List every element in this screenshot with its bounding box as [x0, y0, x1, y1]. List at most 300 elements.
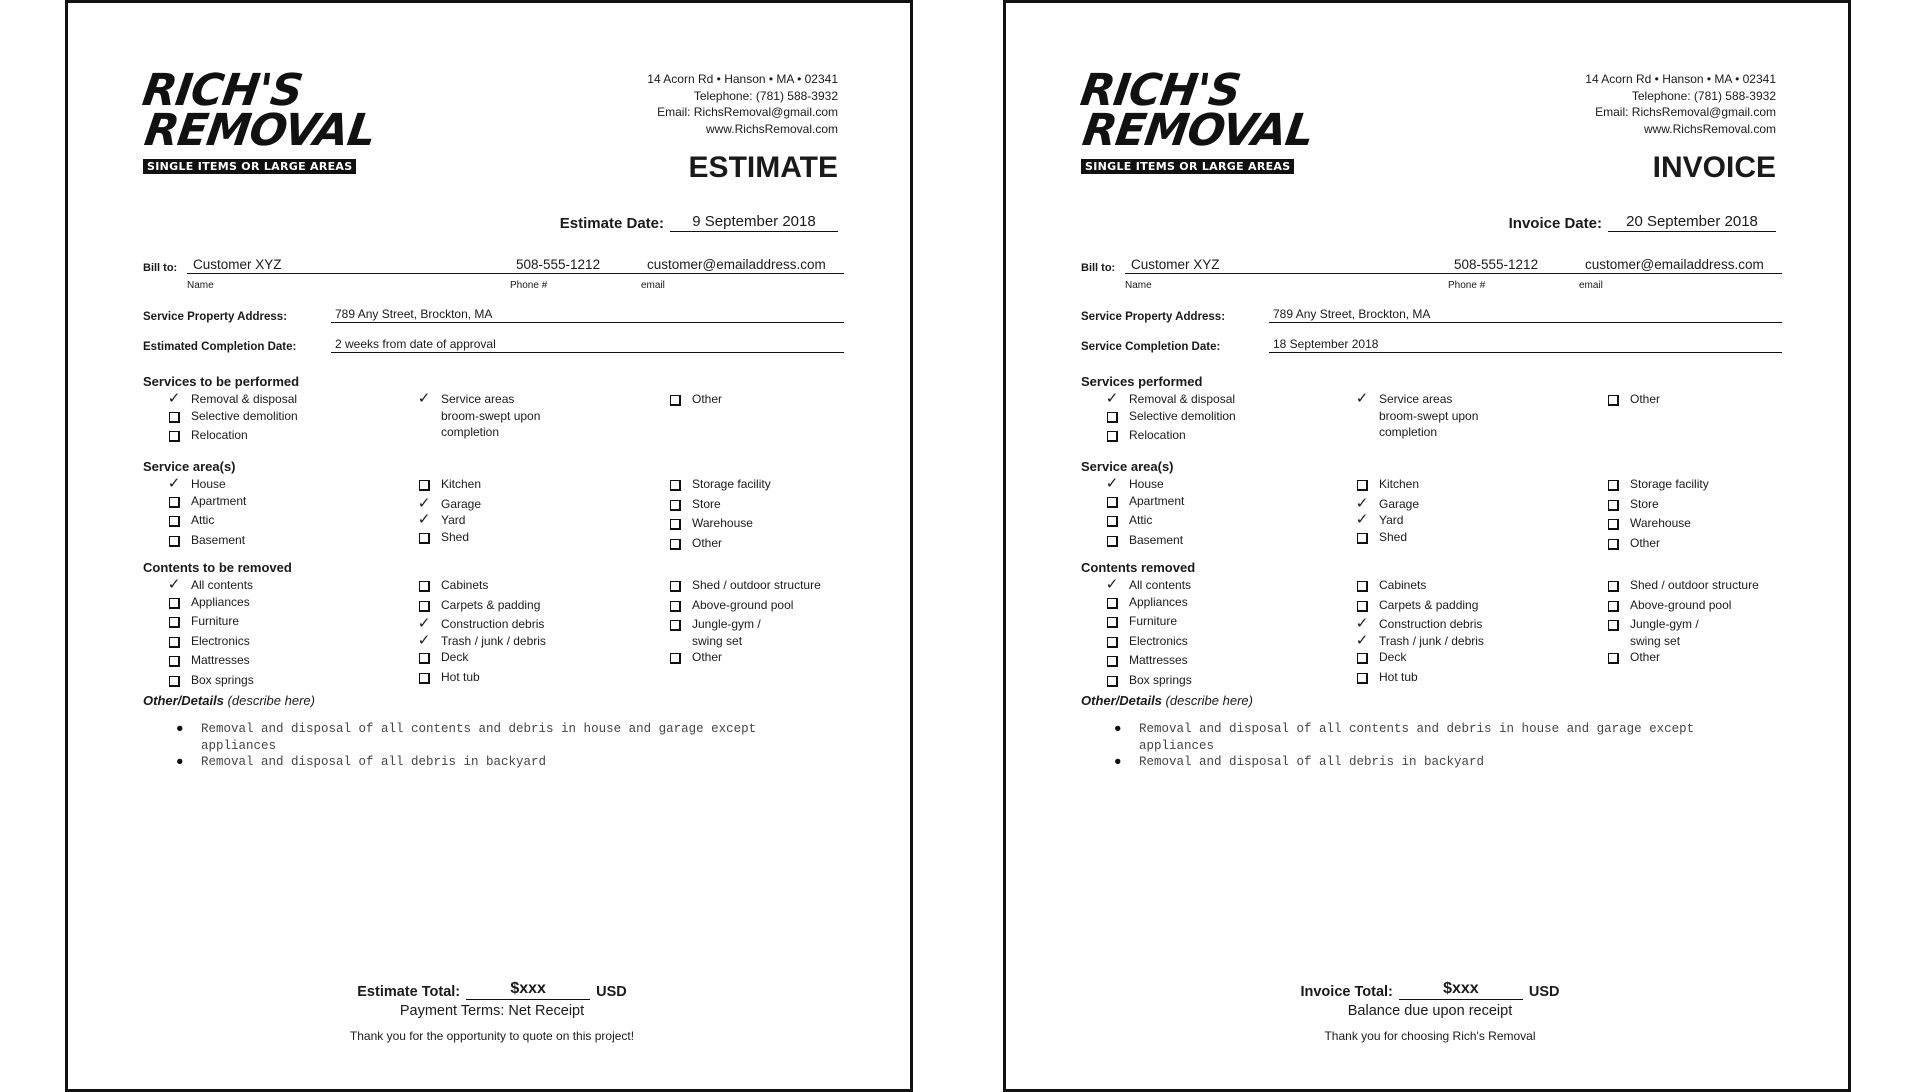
services-item[interactable] [163, 427, 298, 447]
checkbox-icon [163, 652, 185, 672]
company-website: www.RichsRemoval.com [705, 121, 838, 136]
checkbox-icon [1602, 616, 1624, 636]
contents-item-label: Jungle-gym / swing set [1630, 617, 1699, 648]
areas-item[interactable] [1351, 496, 1419, 513]
contents-item[interactable] [163, 672, 254, 692]
areas-item-label: House [1129, 477, 1164, 491]
document-title: INVOICE [1652, 151, 1776, 184]
checkmark-icon: ✓ [417, 631, 431, 649]
areas-item-label: Other [1630, 535, 1661, 550]
checkbox-icon [1351, 669, 1373, 689]
details-hint: (describe here) [1165, 693, 1253, 708]
contents-item-label: Cabinets [1379, 578, 1427, 592]
checkbox-icon [413, 476, 435, 496]
contents-item[interactable] [413, 633, 546, 650]
services-item-label: Service areas broom-swept upon completion [441, 392, 541, 439]
bill-to-block [143, 257, 844, 291]
checkbox-icon [163, 408, 185, 428]
areas-item[interactable] [664, 496, 771, 516]
checkbox-icon [1351, 597, 1373, 617]
services-item-label: Selective demolition [191, 408, 298, 423]
document-title: ESTIMATE [688, 151, 838, 184]
thank-you-note: Thank you for choosing Rich's Removal [1324, 1029, 1536, 1043]
checkbox-icon [1351, 476, 1373, 496]
areas-item[interactable] [1351, 476, 1419, 496]
areas-item[interactable] [163, 476, 246, 493]
contents-item[interactable] [1351, 649, 1484, 669]
services-column [1101, 391, 1236, 447]
company-address: 14 Acorn Rd • Hanson • MA • 02341 [647, 72, 838, 86]
completion-date-label: Estimated Completion Date: [143, 341, 297, 353]
checkbox-icon [1351, 529, 1373, 549]
contents-item[interactable] [664, 649, 821, 669]
contents-item[interactable] [1351, 633, 1484, 650]
areas-item-label: Storage facility [1630, 477, 1709, 491]
checkbox-icon [163, 613, 185, 633]
contents-item-label: Hot tub [1379, 669, 1418, 684]
contents-item[interactable] [163, 594, 254, 614]
company-address: 14 Acorn Rd • Hanson • MA • 02341 [1585, 72, 1776, 86]
areas-item[interactable] [664, 476, 771, 496]
areas-item-label: Attic [1129, 513, 1153, 527]
checkmark-icon: ✓ [417, 390, 431, 407]
note-text: Removal and disposal of all contents and debris in house and garage except appliances [1139, 722, 1695, 753]
areas-item-label: House [191, 477, 226, 491]
checkbox-icon [413, 529, 435, 549]
checkbox-icon [1602, 649, 1624, 669]
checkbox-icon [413, 577, 435, 597]
contents-item-label: Deck [441, 650, 469, 664]
logo-line-2: REMOVAL [141, 105, 379, 156]
customer-phone: 508-555-1212 [516, 257, 601, 272]
checkmark-icon: ✓ [1355, 615, 1369, 632]
contents-item[interactable] [664, 577, 821, 597]
estimate-document [65, 0, 913, 1092]
payment-terms: Payment Terms: Net Receipt [399, 1003, 585, 1019]
checkmark-icon: ✓ [1355, 390, 1369, 407]
areas-item-label: Kitchen [1379, 477, 1420, 491]
services-item[interactable] [1101, 427, 1236, 447]
checkbox-icon [163, 532, 185, 552]
areas-item[interactable] [413, 476, 481, 496]
areas-item-label: Storage facility [692, 477, 771, 491]
areas-item-label: Basement [191, 532, 246, 547]
services-item[interactable] [1602, 391, 1660, 411]
services-item-label: Removal & disposal [1129, 392, 1236, 406]
contents-column [1101, 577, 1192, 691]
services-item-label: Service areas broom-swept upon completion [1379, 392, 1479, 439]
email-caption: email [1579, 280, 1603, 291]
customer-name: Customer XYZ [1131, 257, 1220, 272]
checkbox-icon [163, 633, 185, 653]
contents-item[interactable] [1602, 649, 1759, 669]
contents-item[interactable] [1602, 577, 1759, 597]
date-field [560, 213, 838, 232]
services-item[interactable] [163, 391, 298, 408]
areas-item[interactable] [413, 512, 481, 529]
checkbox-icon [1351, 577, 1373, 597]
contents-item[interactable] [413, 597, 546, 617]
services-item-label: Selective demolition [1129, 408, 1236, 423]
checkbox-icon [1602, 577, 1624, 597]
details-label: Other/Details [143, 693, 224, 708]
checkbox-icon [664, 476, 686, 496]
areas-item[interactable] [1602, 535, 1709, 555]
currency: USD [1528, 984, 1560, 1000]
services-item-label: Removal & disposal [191, 392, 298, 406]
contents-item-label: Construction debris [1379, 617, 1483, 631]
areas-item-label: Warehouse [1630, 516, 1691, 530]
services-item[interactable] [1101, 391, 1236, 408]
contents-item-label: Construction debris [441, 617, 545, 631]
areas-item-label: Yard [441, 513, 466, 527]
areas-item[interactable] [413, 529, 481, 549]
phone-caption: Phone # [510, 280, 548, 291]
total-row [1006, 980, 1854, 1000]
company-telephone: Telephone: (781) 588-3932 [1631, 88, 1776, 103]
contents-item-label: Appliances [1129, 594, 1188, 609]
contents-item-label: All contents [191, 578, 254, 592]
contents-item-label: Shed / outdoor structure [1630, 578, 1759, 592]
email-caption: email [641, 280, 665, 291]
contents-item-label: Other [1630, 650, 1661, 664]
areas-item[interactable] [1602, 496, 1709, 516]
service-address-value: 789 Any Street, Brockton, MA [331, 307, 844, 323]
areas-item-label: Garage [1379, 496, 1420, 511]
contents-item[interactable] [413, 649, 546, 669]
service-address-label: Service Property Address: [1081, 311, 1226, 323]
note-item: ● Removal and disposal of all contents and debris in house and garage except appliances [176, 721, 816, 754]
checkbox-icon [413, 669, 435, 689]
contents-item-label: Electronics [191, 633, 250, 648]
date-value: 9 September 2018 [670, 213, 838, 232]
logo-line-2: REMOVAL [1079, 105, 1317, 156]
service-address-field [1081, 307, 1782, 323]
company-website: www.RichsRemoval.com [1643, 121, 1776, 136]
bill-to-label: Bill to: [143, 262, 178, 274]
contents-column [413, 577, 546, 688]
services-heading: Services performed [1081, 374, 1203, 389]
checkmark-icon: ✓ [1355, 511, 1369, 528]
details-heading [1081, 693, 1253, 708]
contents-item[interactable] [664, 616, 821, 649]
checkbox-icon [664, 597, 686, 617]
areas-item[interactable] [1351, 529, 1419, 549]
contents-item[interactable] [1101, 652, 1192, 672]
total-label: Estimate Total: [357, 984, 461, 1000]
note-text: Removal and disposal of all debris in backyard [1139, 755, 1485, 769]
contents-item-label: Mattresses [1129, 653, 1188, 667]
contents-item-label: Hot tub [441, 669, 480, 684]
services-column [664, 391, 722, 411]
areas-item[interactable] [1602, 476, 1709, 496]
date-label: Estimate Date: [559, 215, 664, 232]
contents-item-label: Box springs [1129, 672, 1192, 687]
date-label: Invoice Date: [1508, 215, 1602, 232]
name-caption: Name [1125, 280, 1152, 291]
logo-tagline: SINGLE ITEMS OR LARGE AREAS [1081, 159, 1294, 174]
note-item: ● Removal and disposal of all debris in backyard [176, 755, 547, 769]
checkbox-icon [664, 496, 686, 516]
contents-item[interactable] [1602, 597, 1759, 617]
areas-item-label: Shed [441, 529, 470, 544]
details-notes [176, 721, 816, 771]
completion-date-field [143, 337, 844, 353]
contents-heading: Contents to be removed [143, 560, 292, 575]
checkmark-icon: ✓ [167, 475, 181, 492]
checkbox-icon [664, 391, 686, 411]
checkbox-icon [1101, 493, 1123, 513]
checkbox-icon [1101, 652, 1123, 672]
completion-date-label: Service Completion Date: [1081, 341, 1221, 353]
contents-column [1602, 577, 1759, 669]
checkmark-icon: ✓ [1105, 390, 1119, 407]
checkbox-icon [163, 512, 185, 532]
areas-item-label: Attic [191, 513, 215, 527]
areas-column [1101, 476, 1184, 551]
checkmark-icon: ✓ [417, 494, 431, 512]
areas-column [1602, 476, 1709, 554]
checkbox-icon [413, 597, 435, 617]
areas-item[interactable] [413, 496, 481, 513]
company-telephone: Telephone: (781) 588-3932 [693, 88, 838, 103]
areas-item-label: Apartment [191, 493, 247, 508]
contents-item-label: Electronics [1129, 633, 1188, 648]
services-item-label: Relocation [191, 428, 248, 442]
services-item[interactable] [1351, 391, 1478, 441]
completion-date-value: 18 September 2018 [1269, 337, 1782, 353]
contents-item[interactable] [1351, 616, 1484, 633]
checkbox-icon [163, 594, 185, 614]
checkbox-icon [1602, 391, 1624, 411]
areas-item[interactable] [1101, 532, 1184, 552]
checkbox-icon [1602, 515, 1624, 535]
name-caption: Name [187, 280, 214, 291]
completion-date-field [1081, 337, 1782, 353]
contents-item[interactable] [1101, 594, 1192, 614]
services-item-label: Relocation [1129, 428, 1186, 442]
areas-item[interactable] [1101, 512, 1184, 532]
completion-date-value: 2 weeks from date of approval [331, 337, 844, 353]
areas-item-label: Garage [441, 496, 482, 511]
checkmark-icon: ✓ [1105, 475, 1119, 492]
company-email: Email: RichsRemoval@gmail.com [657, 105, 838, 119]
checkbox-icon [1101, 427, 1123, 447]
contents-item-label: Deck [1379, 650, 1407, 664]
contents-column [1351, 577, 1484, 688]
contents-item-label: Above-ground pool [692, 597, 794, 612]
contents-item[interactable] [1351, 577, 1484, 597]
services-item-label: Other [1630, 392, 1661, 406]
customer-name: Customer XYZ [193, 257, 282, 272]
areas-item-label: Store [692, 496, 721, 511]
checkbox-icon [1101, 408, 1123, 428]
areas-item-label: Apartment [1129, 493, 1185, 508]
services-item-label: Other [692, 392, 723, 406]
areas-item[interactable] [163, 493, 246, 513]
contents-item[interactable] [1351, 597, 1484, 617]
contents-item-label: Jungle-gym / swing set [692, 617, 761, 648]
date-field [1509, 213, 1776, 232]
contents-item-label: Furniture [1129, 614, 1178, 628]
areas-item[interactable] [163, 512, 246, 532]
checkbox-icon [664, 616, 686, 636]
checkbox-icon [664, 577, 686, 597]
total-row [68, 980, 916, 1000]
checkbox-icon [413, 649, 435, 669]
areas-heading: Service area(s) [1081, 459, 1174, 474]
contents-item[interactable] [1101, 613, 1192, 633]
service-address-field [143, 307, 844, 323]
checkbox-icon [1101, 512, 1123, 532]
checkbox-icon [1351, 649, 1373, 669]
details-hint: (describe here) [227, 693, 315, 708]
details-heading [143, 693, 315, 708]
phone-caption: Phone # [1448, 280, 1486, 291]
company-email: Email: RichsRemoval@gmail.com [1595, 105, 1776, 119]
checkmark-icon: ✓ [1355, 631, 1369, 649]
services-item[interactable] [413, 391, 540, 441]
services-item[interactable] [163, 408, 298, 428]
checkbox-icon [664, 515, 686, 535]
checkbox-icon [1602, 535, 1624, 555]
contents-heading: Contents removed [1081, 560, 1196, 575]
areas-item[interactable] [1101, 493, 1184, 513]
details-label: Other/Details [1081, 693, 1162, 708]
areas-item-label: Shed [1379, 529, 1408, 544]
contents-item-label: All contents [1129, 578, 1192, 592]
contents-item-label: Mattresses [191, 653, 250, 667]
services-column [1351, 391, 1478, 441]
logo-line-1: RICH'S [1077, 65, 1244, 116]
areas-item[interactable] [1602, 515, 1709, 535]
contents-item-label: Appliances [191, 594, 250, 609]
bill-to-label: Bill to: [1081, 262, 1116, 274]
thank-you-note: Thank you for the opportunity to quote on this project! [349, 1029, 635, 1043]
contents-item[interactable] [1351, 669, 1484, 689]
checkbox-icon [163, 427, 185, 447]
checkbox-icon [664, 649, 686, 669]
checkmark-icon: ✓ [167, 576, 181, 593]
bill-to-block [1081, 257, 1782, 291]
contents-item[interactable] [1101, 633, 1192, 653]
customer-email: customer@emailaddress.com [647, 257, 826, 272]
note-text: Removal and disposal of all contents and debris in house and garage except appliances [201, 722, 757, 753]
contents-item[interactable] [163, 652, 254, 672]
areas-item[interactable] [664, 535, 771, 555]
checkbox-icon [1101, 613, 1123, 633]
customer-email: customer@emailaddress.com [1585, 257, 1764, 272]
contents-item[interactable] [163, 633, 254, 653]
payment-terms: Balance due upon receipt [1347, 1003, 1513, 1019]
contents-item-label: Carpets & padding [1379, 597, 1479, 612]
services-item[interactable] [1101, 408, 1236, 428]
contents-item-label: Trash / junk / debris [1379, 633, 1484, 648]
areas-column [163, 476, 246, 551]
contents-item[interactable] [1101, 577, 1192, 594]
total-value: $xxx [1399, 980, 1523, 1000]
company-contact [1585, 71, 1776, 137]
contents-item-label: Above-ground pool [1630, 597, 1732, 612]
areas-column [664, 476, 771, 554]
services-column [413, 391, 540, 441]
total-value: $xxx [466, 980, 590, 1000]
invoice-document [1003, 0, 1851, 1092]
service-address-label: Service Property Address: [143, 311, 288, 323]
services-column [163, 391, 298, 447]
details-notes [1114, 721, 1754, 771]
note-item: ● Removal and disposal of all debris in backyard [1114, 755, 1485, 769]
contents-item[interactable] [163, 577, 254, 594]
areas-item-label: Kitchen [441, 477, 482, 491]
areas-item-label: Yard [1379, 513, 1404, 527]
contents-item[interactable] [163, 613, 254, 633]
areas-item-label: Warehouse [692, 516, 753, 530]
checkbox-icon [664, 535, 686, 555]
contents-item-label: Trash / junk / debris [441, 633, 546, 648]
service-address-value: 789 Any Street, Brockton, MA [1269, 307, 1782, 323]
contents-item[interactable] [664, 597, 821, 617]
checkbox-icon [1101, 672, 1123, 692]
areas-item-label: Basement [1129, 532, 1184, 547]
contents-item-label: Carpets & padding [441, 597, 541, 612]
contents-item-label: Box springs [191, 672, 254, 687]
contents-item[interactable] [1101, 672, 1192, 692]
areas-item-label: Other [692, 535, 723, 550]
company-contact [647, 71, 838, 137]
areas-item[interactable] [1101, 476, 1184, 493]
contents-column [163, 577, 254, 691]
contents-item-label: Other [692, 650, 723, 664]
contents-item-label: Shed / outdoor structure [692, 578, 821, 592]
checkbox-icon [1602, 597, 1624, 617]
services-item[interactable] [664, 391, 722, 411]
contents-item[interactable] [1602, 616, 1759, 649]
company-logo [1077, 65, 1331, 175]
checkbox-icon [1101, 594, 1123, 614]
contents-item-label: Furniture [191, 614, 240, 628]
checkmark-icon: ✓ [167, 390, 181, 407]
checkbox-icon [1101, 532, 1123, 552]
checkbox-icon [1101, 633, 1123, 653]
checkbox-icon [163, 493, 185, 513]
areas-item-label: Store [1630, 496, 1659, 511]
currency: USD [596, 984, 627, 1000]
areas-column [413, 476, 481, 548]
checkbox-icon [1602, 496, 1624, 516]
note-text: Removal and disposal of all debris in backyard [201, 755, 547, 769]
areas-item[interactable] [1351, 512, 1419, 529]
note-item: ● Removal and disposal of all contents and debris in house and garage except appliances [1114, 721, 1754, 754]
contents-item[interactable] [413, 616, 546, 633]
areas-item[interactable] [163, 532, 246, 552]
checkmark-icon: ✓ [417, 511, 431, 528]
contents-item[interactable] [413, 577, 546, 597]
contents-item[interactable] [413, 669, 546, 689]
areas-item[interactable] [664, 515, 771, 535]
customer-phone: 508-555-1212 [1454, 257, 1539, 272]
services-heading: Services to be performed [143, 374, 300, 389]
services-column [1602, 391, 1660, 411]
areas-column [1351, 476, 1419, 548]
contents-item-label: Cabinets [441, 578, 489, 592]
company-logo [139, 65, 393, 175]
checkmark-icon: ✓ [1105, 576, 1119, 593]
total-label: Invoice Total: [1300, 984, 1393, 1000]
checkmark-icon: ✓ [417, 615, 431, 632]
logo-tagline: SINGLE ITEMS OR LARGE AREAS [143, 159, 356, 174]
checkbox-icon [163, 672, 185, 692]
